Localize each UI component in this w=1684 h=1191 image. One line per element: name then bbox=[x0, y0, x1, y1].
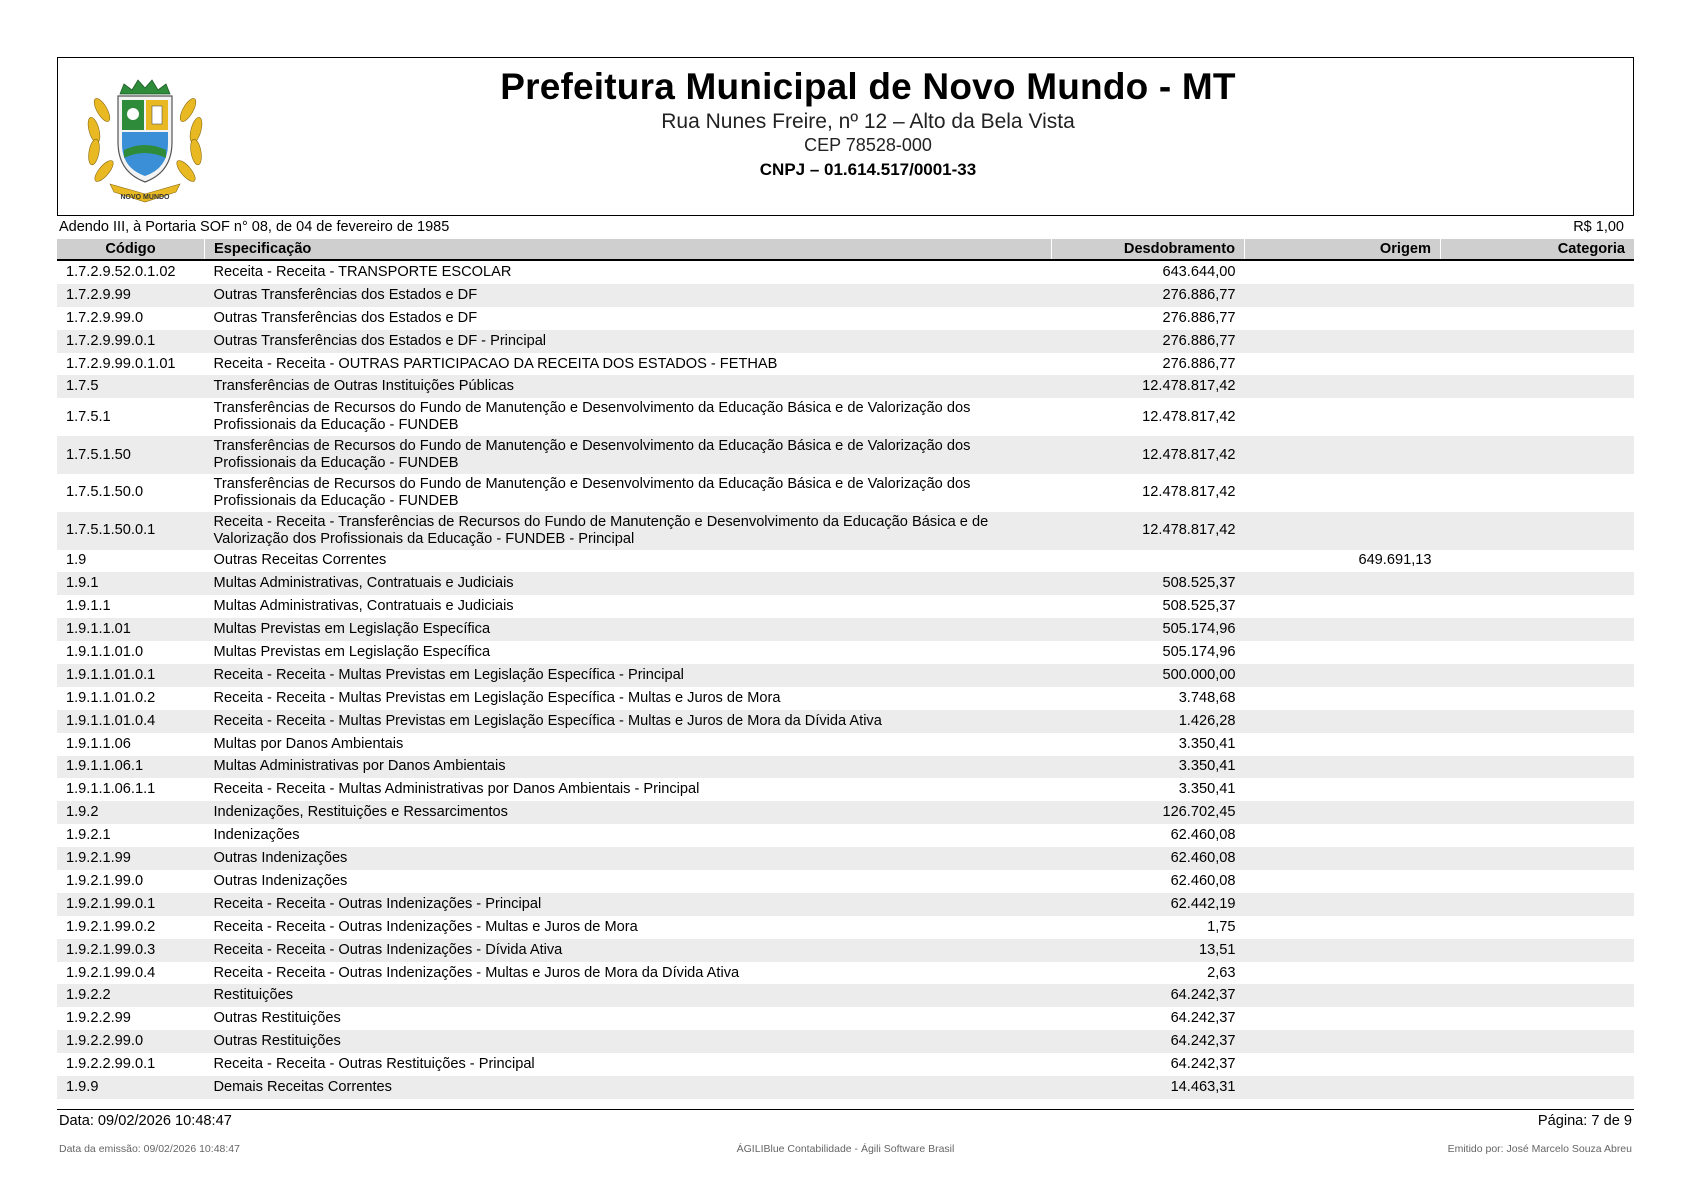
emission-date: Data da emissão: 09/02/2026 10:48:47 bbox=[59, 1143, 240, 1155]
table-row bbox=[57, 284, 1634, 307]
table-row bbox=[57, 307, 1634, 330]
cell-codigo: 1.7.5.1.50 bbox=[57, 436, 205, 474]
cell-especificacao: Transferências de Recursos do Fundo de Manutenção e Desenvolvimento da Educação Básica e de Valorização dos Profissionais da Educação - FUNDEB bbox=[213, 400, 971, 434]
cell-codigo: 1.9.9 bbox=[57, 1076, 205, 1099]
cell-desdobramento: 3.350,41 bbox=[1178, 735, 1236, 752]
cell-codigo: 1.9.2.2.99.0.1 bbox=[66, 1056, 156, 1073]
cell-categoria bbox=[1441, 664, 1635, 687]
cell-codigo: 1.9.2.1 bbox=[66, 827, 111, 844]
table-row bbox=[57, 512, 1634, 550]
table-row bbox=[57, 962, 1634, 985]
cell-codigo: 1.9.1.1.01.0.4 bbox=[57, 710, 205, 733]
cell-origem bbox=[1245, 572, 1441, 595]
table-row bbox=[57, 1007, 1634, 1030]
column-header-origem: Origem bbox=[1245, 239, 1441, 260]
column-header-categoria: Categoria bbox=[1441, 239, 1635, 260]
cell-desdobramento: 1.426,28 bbox=[1052, 710, 1245, 733]
cell-codigo: 1.9.1.1.06 bbox=[66, 735, 131, 752]
table-row bbox=[57, 847, 1634, 870]
cell-desdobramento: 276.886,77 bbox=[1162, 355, 1236, 372]
cell-desdobramento: 3.350,41 bbox=[1052, 756, 1245, 779]
cell-especificacao: Receita - Receita - Outras Indenizações - Multas e Juros de Mora bbox=[213, 918, 638, 935]
table-row bbox=[57, 436, 1634, 474]
cell-categoria bbox=[1441, 307, 1635, 330]
cell-especificacao: Multas Administrativas por Danos Ambientais bbox=[205, 756, 1052, 779]
cell-origem bbox=[1245, 824, 1441, 847]
cell-origem bbox=[1245, 733, 1441, 756]
cell-especificacao: Outras Indenizações bbox=[213, 872, 348, 889]
cell-especificacao: Outras Receitas Correntes bbox=[213, 552, 387, 569]
cell-especificacao: Outras Indenizações bbox=[205, 847, 1052, 870]
table-body bbox=[57, 260, 1634, 1099]
cell-especificacao: Receita - Receita - Multas Previstas em Legislação Específica - Principal bbox=[205, 664, 1052, 687]
cell-desdobramento: 64.242,37 bbox=[1052, 984, 1245, 1007]
cell-origem bbox=[1245, 710, 1441, 733]
cell-codigo: 1.9.2.2 bbox=[57, 984, 205, 1007]
cell-origem bbox=[1245, 353, 1441, 376]
cell-codigo: 1.9.2.1.99.0.4 bbox=[66, 964, 156, 981]
cell-desdobramento: 500.000,00 bbox=[1052, 664, 1245, 687]
cell-origem bbox=[1245, 330, 1441, 353]
cell-desdobramento: 64.242,37 bbox=[1052, 1030, 1245, 1053]
cell-desdobramento: 62.442,19 bbox=[1052, 893, 1245, 916]
cell-categoria bbox=[1441, 284, 1635, 307]
table-row bbox=[57, 801, 1634, 824]
cell-especificacao: Receita - Receita - Outras Indenizações - Principal bbox=[205, 893, 1052, 916]
cell-origem bbox=[1245, 641, 1441, 664]
cell-origem bbox=[1245, 939, 1441, 962]
municipal-crest-logo bbox=[72, 72, 218, 212]
cell-especificacao: Multas Administrativas, Contratuais e Judiciais bbox=[205, 572, 1052, 595]
cell-desdobramento: 64.242,37 bbox=[1170, 1056, 1236, 1073]
cell-desdobramento: 12.478.817,42 bbox=[1052, 375, 1245, 398]
cell-origem bbox=[1245, 307, 1441, 330]
cell-especificacao: Receita - Receita - Transferências de Recursos do Fundo de Manutenção e Desenvolvimento da Educação Básica e de Valorização dos Profissionais da Educação - FUNDEB - Principal bbox=[205, 512, 1052, 550]
cell-desdobramento: 12.478.817,42 bbox=[1052, 436, 1245, 474]
cell-origem bbox=[1245, 436, 1441, 474]
table-row bbox=[57, 550, 1634, 573]
cell-origem bbox=[1245, 893, 1441, 916]
cell-origem bbox=[1245, 618, 1441, 641]
cell-codigo: 1.9.2.1.99 bbox=[57, 847, 205, 870]
cell-codigo: 1.9.2.1.99.0.3 bbox=[57, 939, 205, 962]
cell-codigo: 1.9.1.1.01.0 bbox=[66, 644, 144, 661]
cell-especificacao: Restituições bbox=[205, 984, 1052, 1007]
table-row bbox=[57, 710, 1634, 733]
cell-codigo: 1.9 bbox=[66, 552, 87, 569]
cell-origem bbox=[1245, 756, 1441, 779]
cell-origem bbox=[1245, 778, 1441, 801]
cell-codigo: 1.9.2.1.99.0.2 bbox=[66, 918, 156, 935]
cell-categoria bbox=[1441, 474, 1635, 512]
cell-especificacao: Transferências de Outras Instituições Públicas bbox=[205, 375, 1052, 398]
table-row bbox=[57, 870, 1634, 893]
column-header-codigo: Código bbox=[57, 239, 205, 260]
cell-desdobramento: 508.525,37 bbox=[1162, 598, 1236, 615]
cell-origem bbox=[1245, 398, 1441, 436]
cell-origem bbox=[1245, 801, 1441, 824]
cell-categoria bbox=[1441, 1030, 1635, 1053]
cell-categoria bbox=[1441, 847, 1635, 870]
cell-categoria bbox=[1441, 641, 1635, 664]
table-row bbox=[57, 1053, 1634, 1076]
cell-origem bbox=[1245, 664, 1441, 687]
cell-desdobramento: 2,63 bbox=[1207, 964, 1236, 981]
cell-categoria bbox=[1441, 984, 1635, 1007]
table-row bbox=[57, 330, 1634, 353]
cell-origem bbox=[1245, 284, 1441, 307]
table-row bbox=[57, 893, 1634, 916]
cell-desdobramento: 13,51 bbox=[1052, 939, 1245, 962]
cell-categoria bbox=[1441, 778, 1635, 801]
cell-codigo: 1.9.2.2.99 bbox=[66, 1010, 131, 1027]
report-header bbox=[57, 57, 1634, 216]
cell-especificacao: Indenizações bbox=[213, 827, 300, 844]
cell-especificacao: Receita - Receita - Multas Previstas em Legislação Específica - Multas e Juros de Mora bbox=[213, 689, 781, 706]
table-row bbox=[57, 733, 1634, 756]
table-row bbox=[57, 375, 1634, 398]
table-row bbox=[57, 824, 1634, 847]
cell-especificacao: Indenizações, Restituições e Ressarcimentos bbox=[205, 801, 1052, 824]
table-row bbox=[57, 1076, 1634, 1099]
cell-categoria bbox=[1441, 870, 1635, 893]
table-row bbox=[57, 474, 1634, 512]
cell-desdobramento bbox=[1052, 550, 1245, 573]
cell-desdobramento: 62.460,08 bbox=[1170, 827, 1236, 844]
cell-codigo: 1.9.1.1.01.0.2 bbox=[66, 689, 156, 706]
cell-categoria bbox=[1441, 260, 1635, 284]
cell-codigo: 1.7.2.9.99 bbox=[57, 284, 205, 307]
cell-codigo: 1.7.2.9.99.0.1 bbox=[57, 330, 205, 353]
cell-codigo: 1.7.5.1.50.0.1 bbox=[57, 512, 205, 550]
crest-motto: NOVO MUNDO bbox=[120, 194, 170, 201]
cell-especificacao: Receita - Receita - Multas Previstas em Legislação Específica - Multas e Juros de Mora da Dívida Ativa bbox=[205, 710, 1052, 733]
cell-desdobramento: 505.174,96 bbox=[1162, 644, 1236, 661]
table-row bbox=[57, 916, 1634, 939]
cell-origem bbox=[1245, 687, 1441, 710]
cell-categoria bbox=[1441, 1076, 1635, 1099]
cell-desdobramento: 1,75 bbox=[1207, 918, 1236, 935]
cell-codigo: 1.7.2.9.52.0.1.02 bbox=[66, 263, 176, 280]
cell-desdobramento: 276.886,77 bbox=[1052, 284, 1245, 307]
revenue-table bbox=[57, 239, 1634, 1099]
cell-categoria bbox=[1441, 710, 1635, 733]
cell-codigo: 1.7.2.9.99.0.1.01 bbox=[66, 355, 176, 372]
cell-especificacao: Receita - Receita - Outras Restituições - Principal bbox=[213, 1056, 535, 1073]
organization-cnpj: CNPJ – 01.614.517/0001-33 bbox=[759, 160, 977, 179]
cell-origem bbox=[1245, 260, 1441, 284]
cell-desdobramento: 62.460,08 bbox=[1170, 872, 1236, 889]
cell-especificacao: Receita - Receita - Outras Indenizações - Multas e Juros de Mora da Dívida Ativa bbox=[213, 964, 740, 981]
software-credit: ÁGILIBlue Contabilidade - Ágili Software Brasil bbox=[736, 1143, 955, 1155]
cell-categoria bbox=[1441, 916, 1635, 939]
cell-origem bbox=[1245, 984, 1441, 1007]
organization-block bbox=[358, 58, 1378, 180]
cell-categoria bbox=[1441, 353, 1635, 376]
cell-especificacao: Outras Transferências dos Estados e DF bbox=[213, 309, 478, 326]
cell-desdobramento: 276.886,77 bbox=[1052, 330, 1245, 353]
cell-especificacao: Receita - Receita - TRANSPORTE ESCOLAR bbox=[213, 263, 512, 280]
organization-address: Rua Nunes Freire, nº 12 – Alto da Bela Vista bbox=[661, 110, 1075, 133]
column-header-especificacao: Especificação bbox=[205, 239, 1052, 260]
cell-desdobramento: 64.242,37 bbox=[1170, 1010, 1236, 1027]
cell-especificacao: Receita - Receita - OUTRAS PARTICIPACAO DA RECEITA DOS ESTADOS - FETHAB bbox=[213, 355, 778, 372]
cell-codigo: 1.9.1.1.01 bbox=[57, 618, 205, 641]
table-row bbox=[57, 618, 1634, 641]
cell-especificacao: Outras Restituições bbox=[213, 1010, 341, 1027]
cell-especificacao: Transferências de Recursos do Fundo de Manutenção e Desenvolvimento da Educação Básica e de Valorização dos Profissionais da Educação - FUNDEB bbox=[205, 436, 1052, 474]
table-row bbox=[57, 664, 1634, 687]
cell-especificacao: Multas Previstas em Legislação Específica bbox=[213, 644, 491, 661]
cell-categoria bbox=[1441, 1053, 1635, 1076]
cell-codigo: 1.9.2.1.99.0 bbox=[66, 872, 144, 889]
cell-desdobramento: 508.525,37 bbox=[1052, 572, 1245, 595]
cell-categoria bbox=[1441, 595, 1635, 618]
cell-categoria bbox=[1441, 375, 1635, 398]
table-row bbox=[57, 595, 1634, 618]
cell-desdobramento: 14.463,31 bbox=[1052, 1076, 1245, 1099]
cell-categoria bbox=[1441, 398, 1635, 436]
cell-codigo: 1.7.5 bbox=[57, 375, 205, 398]
cell-origem bbox=[1245, 916, 1441, 939]
cell-categoria bbox=[1441, 756, 1635, 779]
table-row bbox=[57, 398, 1634, 436]
table-row bbox=[57, 353, 1634, 376]
cell-categoria bbox=[1441, 1007, 1635, 1030]
table-row bbox=[57, 572, 1634, 595]
footer-meta bbox=[59, 1143, 1632, 1155]
cell-codigo: 1.7.2.9.99.0 bbox=[66, 309, 144, 326]
cell-categoria bbox=[1441, 512, 1635, 550]
cell-categoria bbox=[1441, 801, 1635, 824]
column-header-desdobramento: Desdobramento bbox=[1052, 239, 1245, 260]
cell-desdobramento: 505.174,96 bbox=[1052, 618, 1245, 641]
cell-especificacao: Multas Previstas em Legislação Específica bbox=[205, 618, 1052, 641]
cell-origem bbox=[1245, 962, 1441, 985]
cell-desdobramento: 276.886,77 bbox=[1162, 309, 1236, 326]
cell-codigo: 1.7.5.1.50.0 bbox=[66, 484, 144, 501]
cell-categoria bbox=[1441, 550, 1635, 573]
cell-codigo: 1.9.1.1 bbox=[66, 598, 111, 615]
cell-codigo: 1.7.5.1 bbox=[66, 408, 111, 425]
cell-desdobramento: 3.350,41 bbox=[1178, 781, 1236, 798]
organization-name: Prefeitura Municipal de Novo Mundo - MT bbox=[500, 66, 1236, 107]
cell-categoria bbox=[1441, 893, 1635, 916]
table-row bbox=[57, 260, 1634, 284]
footer-main bbox=[59, 1113, 1632, 1129]
cell-origem bbox=[1245, 1030, 1441, 1053]
cell-codigo: 1.9.1.1.06.1.1 bbox=[66, 781, 156, 798]
cell-categoria bbox=[1441, 733, 1635, 756]
cell-categoria bbox=[1441, 824, 1635, 847]
legal-reference: Adendo III, à Portaria SOF n° 08, de 04 de fevereiro de 1985 bbox=[59, 219, 450, 235]
cell-desdobramento: 3.748,68 bbox=[1178, 689, 1236, 706]
issued-by: Emitido por: José Marcelo Souza Abreu bbox=[1447, 1143, 1632, 1155]
cell-origem bbox=[1245, 847, 1441, 870]
cell-desdobramento: 126.702,45 bbox=[1052, 801, 1245, 824]
table-row bbox=[57, 778, 1634, 801]
cell-codigo: 1.9.2 bbox=[57, 801, 205, 824]
organization-cep: CEP 78528-000 bbox=[804, 135, 932, 155]
table-row bbox=[57, 641, 1634, 664]
cell-codigo: 1.9.2.2.99.0 bbox=[57, 1030, 205, 1053]
cell-origem bbox=[1245, 595, 1441, 618]
table-row bbox=[57, 939, 1634, 962]
cell-origem bbox=[1245, 870, 1441, 893]
cell-especificacao: Outras Transferências dos Estados e DF - Principal bbox=[205, 330, 1052, 353]
cell-especificacao: Multas Administrativas, Contratuais e Judiciais bbox=[213, 598, 514, 615]
table-row bbox=[57, 756, 1634, 779]
cell-especificacao: Demais Receitas Correntes bbox=[205, 1076, 1052, 1099]
table-row bbox=[57, 984, 1634, 1007]
table-row bbox=[57, 1030, 1634, 1053]
cell-categoria bbox=[1441, 572, 1635, 595]
cell-codigo: 1.9.1 bbox=[57, 572, 205, 595]
cell-categoria bbox=[1441, 687, 1635, 710]
cell-desdobramento: 12.478.817,42 bbox=[1142, 408, 1236, 425]
cell-categoria bbox=[1441, 618, 1635, 641]
cell-categoria bbox=[1441, 330, 1635, 353]
cell-especificacao: Multas por Danos Ambientais bbox=[213, 735, 404, 752]
footer-divider bbox=[57, 1109, 1634, 1110]
report-subtitle bbox=[59, 219, 1624, 235]
page-number: Página: 7 de 9 bbox=[1537, 1113, 1632, 1129]
cell-desdobramento: 62.460,08 bbox=[1052, 847, 1245, 870]
cell-codigo: 1.9.1.1.01.0.1 bbox=[57, 664, 205, 687]
cell-categoria bbox=[1441, 939, 1635, 962]
cell-desdobramento: 12.478.817,42 bbox=[1052, 512, 1245, 550]
table-header-row bbox=[57, 239, 1634, 260]
cell-especificacao: Outras Transferências dos Estados e DF bbox=[205, 284, 1052, 307]
cell-origem: 649.691,13 bbox=[1358, 552, 1432, 569]
cell-origem bbox=[1245, 375, 1441, 398]
cell-origem bbox=[1245, 1053, 1441, 1076]
cell-desdobramento: 643.644,00 bbox=[1162, 263, 1236, 280]
cell-especificacao: Receita - Receita - Multas Administrativas por Danos Ambientais - Principal bbox=[213, 781, 700, 798]
cell-especificacao: Transferências de Recursos do Fundo de Manutenção e Desenvolvimento da Educação Básica e de Valorização dos Profissionais da Educação - FUNDEB bbox=[213, 475, 971, 509]
cell-origem bbox=[1245, 1007, 1441, 1030]
currency-unit: R$ 1,00 bbox=[1573, 219, 1624, 235]
cell-origem bbox=[1245, 1076, 1441, 1099]
cell-especificacao: Outras Restituições bbox=[205, 1030, 1052, 1053]
cell-codigo: 1.9.1.1.06.1 bbox=[57, 756, 205, 779]
cell-codigo: 1.9.2.1.99.0.1 bbox=[57, 893, 205, 916]
cell-origem bbox=[1245, 474, 1441, 512]
table-row bbox=[57, 687, 1634, 710]
report-date: Data: 09/02/2026 10:48:47 bbox=[59, 1113, 232, 1129]
cell-origem bbox=[1245, 512, 1441, 550]
cell-especificacao: Receita - Receita - Outras Indenizações - Dívida Ativa bbox=[205, 939, 1052, 962]
cell-categoria bbox=[1441, 962, 1635, 985]
cell-desdobramento: 12.478.817,42 bbox=[1142, 484, 1236, 501]
cell-categoria bbox=[1441, 436, 1635, 474]
